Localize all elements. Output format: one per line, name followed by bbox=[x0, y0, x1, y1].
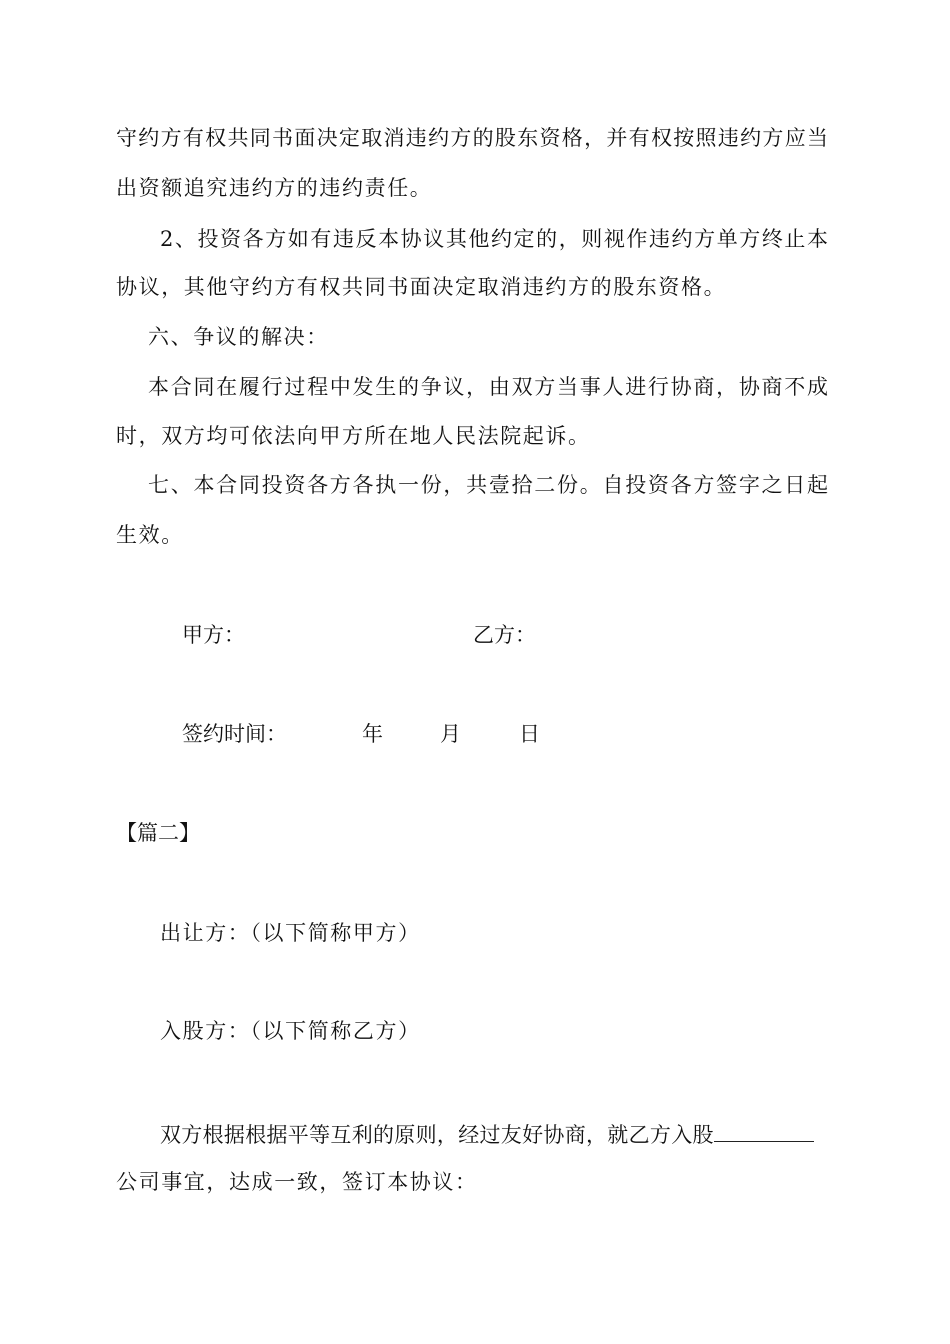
clause5-paragraph1-line1: 守约方有权共同书面决定取消违约方的股东资格，并有权按照违约方应当 bbox=[116, 126, 828, 150]
intro-line1 bbox=[160, 1119, 814, 1150]
clause5-paragraph1-line2: 出资额追究违约方的违约责任。 bbox=[116, 176, 433, 200]
transferor-line: 出让方：（以下简称甲方） bbox=[160, 921, 421, 945]
clause6-line2: 时，双方均可依法向甲方所在地人民法院起诉。 bbox=[116, 424, 591, 448]
clause5-paragraph2-line1: 2、投资各方如有违反本协议其他约定的，则视作违约方单方终止本 bbox=[160, 227, 828, 251]
clause7-line1: 七、本合同投资各方各执一份，共壹拾二份。自投资各方签字之日起 bbox=[148, 473, 828, 497]
sign-date-day: 日 bbox=[519, 722, 540, 746]
intro-line2: 公司事宜，达成一致，签订本协议： bbox=[116, 1170, 478, 1194]
company-name-blank bbox=[714, 1119, 814, 1142]
clause6-heading: 六、争议的解决： bbox=[148, 325, 329, 349]
clause5-paragraph2-line2: 协议，其他守约方有权共同书面决定取消违约方的股东资格。 bbox=[116, 275, 727, 299]
clause6-line1: 本合同在履行过程中发生的争议，由双方当事人进行协商，协商不成 bbox=[148, 375, 828, 399]
sign-date-label: 签约时间： bbox=[182, 722, 287, 746]
party-a-label: 甲方： bbox=[182, 623, 245, 647]
section2-title: 【篇二】 bbox=[116, 821, 200, 845]
intro-line1-text: 双方根据根据平等互利的原则，经过友好协商，就乙方入股 bbox=[160, 1123, 714, 1147]
investor-line: 入股方：（以下简称乙方） bbox=[160, 1019, 421, 1043]
sign-date-year: 年 bbox=[362, 722, 383, 746]
clause7-line2: 生效。 bbox=[116, 523, 184, 547]
sign-date-month: 月 bbox=[440, 722, 461, 746]
party-b-label: 乙方： bbox=[473, 623, 536, 647]
